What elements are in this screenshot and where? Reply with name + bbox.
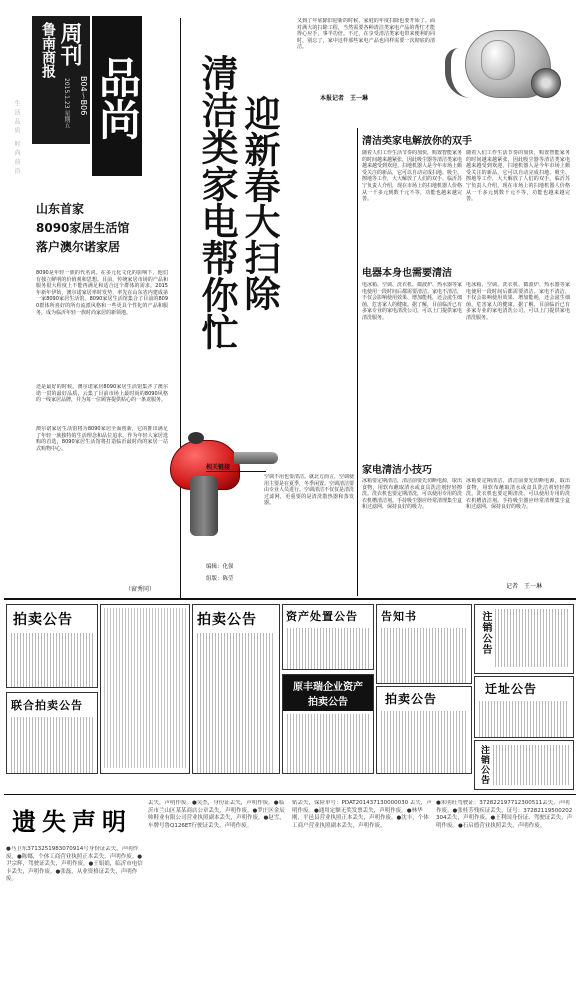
notice-text — [381, 628, 467, 684]
store-story-1: 8090是年轻一族的代名词。在多元化文化的影响下，他们有独立鲜明的价值观和思想。目前，传统家居市场的产品和服务很大程度上不能再满足和适合这个群体的需求。2015年新年伊始，澳尔诺家居率时发势，率先在山东省内建成第一家8090家居生活馆。8090家居生活馆集合了目前的8090群体所喜好的所有流派风格和一些更具个性化的产品和服务，成为临沂年轻一族时尚家居的新领地。 — [36, 270, 168, 316]
cancel-1-title: 注销公告 — [480, 611, 491, 655]
ad-block-a-text — [104, 608, 186, 768]
lost-notice-title: 遗失声明 — [12, 808, 132, 836]
steamer-cap — [188, 432, 204, 444]
lost-column-1: ●马卫东3713251983070914号身份证丢失，声明作废。●陈娜，个体工商营业执照正本丢失，声明作废。●尹宗辉，驾驶证丢失，声明作废。●王娟娟，临沂市电信卡丢失，声明作废。●张磊，从业资格证丢失，声明作废。 — [6, 846, 143, 883]
related-links-body: 空调不用也要清洁。就北方而言，空调使用主要是在夏季，冬季闲置。空调清洁要由专业人员进行。空调清洁不仅仅是清洗过滤网，更重要的是清洗散热器和蒸发器。 — [264, 474, 354, 507]
cancel-2-text — [493, 745, 569, 785]
auction-2-title: 拍卖公告 — [197, 612, 257, 628]
auction-3-title: 拍卖公告 — [385, 692, 438, 706]
section-1-body-a: 随着人们工作生活节奏的加快，购置智能家务的时间越来越紧张，因此吸尘器等清洁类家电越来越受到欢迎。扫地机器人是今年市场上颇受关注的新品，它可以自动完成扫地、吸尘、擦地等工作，大大解放了人们的双手。临沂苏宁负责人介绍，现在市场上的扫地机器人价格从一千多元到数千元不等，功能也越来越完善。 — [362, 150, 462, 203]
notice-title: 告知书 — [381, 610, 417, 623]
section-3-body-b: 冰箱要定期清洁，清洁前要先切断电源，取出食物，用软布蘸取清水或食具洗洁剂轻轻擦洗。洗衣机也要定期清洗，可以使用专用的洗衣机槽清洁剂。手持吸尘器应经常清理集尘盒和过滤网，保持良好的吸力。 — [466, 478, 570, 511]
ads-top-border — [4, 598, 576, 600]
relocation-ad — [474, 676, 574, 738]
asset-disposal-text — [287, 628, 369, 670]
related-links-box — [206, 462, 356, 590]
section-3-byline: 记者 王一琳 — [506, 583, 543, 590]
page-range: B04～B06 — [79, 76, 88, 116]
cancel-2-title: 注销公告 — [479, 745, 489, 785]
vacuum-cleaner-image — [445, 18, 570, 118]
vacuum-wheel — [531, 68, 561, 98]
vacuum-canister — [481, 40, 515, 80]
designer-credit: 组版：陈莹 — [206, 576, 234, 582]
store-subhead — [36, 200, 166, 257]
original-asset-title-2: 拍卖公告 — [308, 697, 348, 708]
auction-3-text — [381, 711, 467, 773]
original-asset-header — [283, 675, 373, 711]
subhead-line-3: 落户澳尔诺家居 — [36, 240, 121, 254]
joint-auction-title: 联合拍卖公告 — [11, 699, 83, 712]
vacuum-hose — [445, 48, 471, 98]
lead-byline: 本报记者 王一琳 — [320, 95, 369, 102]
lost-column-3: 贴丢失，保险单号：PDAT201437130000030 丢失，声明作废。●通用定额无奖发票丢失，声明作废。●林华刚，平邑县营业执照正本丢失，声明作废。●沈丰，个体工商户营业执照副本丢失，声明作废。 — [292, 800, 432, 829]
weekly-label: 周刊 — [57, 22, 82, 66]
lost-column-4: ●朱明旺驾驶证：372822197712300511丢失，声明作废。●张桂芳残疾证丢失，证号：37282119500202304丢失，声明作废。●王利国身份证、驾驶证丢失，声明作废。●石启德营业执照丢失，声明作废。 — [436, 800, 573, 829]
lost-column-2: 丢失，声明作废。●吴杰，身份证丢失，声明作废。●临沂市兰山区某某商店公章丢失，声明作废。●罗庄区金辰帅鞋业有限公司营业执照副本丢失，声明作废。●赵雪，车牌号鲁Q126ET行驶证丢失，声明作废。 — [148, 800, 285, 829]
store-story-2: 还是最好的时候。澳尔诺家居8090家居生活馆集齐了澳尔诺一贯的最好品质，云集了目前市场上最时尚的8090风格的一线家居品牌，并为每一位顾客提供贴心的一条龙服务。 — [36, 384, 168, 404]
section-2-body-a: 电冰箱、空调、洗衣机、微波炉、热水器等家电使用一段时间后都需要清洁。家电不清洁，不仅会影响使用效果、增加能耗，还会滋生细菌，危害家人的健康。据了解，目前临沂已有多家专业的家电清洗公司，可以上门提供家电清洗服务。 — [362, 282, 462, 321]
lead-intro: 又到了年底除旧迎新的时候，家庭的年度扫除也要开始了。面对满大的扫除工程，当然需要各种清洁类家电产品的帮忙才能得心应手，事半功倍。不过，在享受清洁类家电带来便利的同时，别忘了，家中这样那些家电产品也同样需要一次彻底的清洁。 — [297, 18, 435, 51]
auction-1-title: 拍卖公告 — [13, 612, 73, 628]
auction-ad-1 — [6, 604, 98, 688]
asset-disposal-title: 资产处置公告 — [286, 610, 358, 623]
section-title: 品尚 — [93, 56, 142, 140]
section-2-body-b: 电冰箱、空调、洗衣机、微波炉、热水器等家电使用一段时间后都需要清洁。家电不清洁，不仅会影响使用效果、增加能耗，还会滋生细菌，危害家人的健康。据了解，目前临沂已有多家专业的家电清洗公司，可以上门提供家电清洗服务。 — [466, 282, 570, 321]
relocation-title: 迁址公告 — [485, 682, 538, 696]
masthead — [32, 16, 142, 176]
section-1-title: 清洁类家电解放你的双手 — [362, 136, 472, 147]
headline-1: 迎新春大扫除 — [239, 95, 281, 311]
auction-ad-2 — [192, 604, 280, 774]
related-links-tag: 相关链接 — [206, 462, 266, 472]
subhead-line-2: 8090家居生活馆 — [36, 221, 130, 235]
original-asset-title: 原丰瑞企业资产 — [293, 682, 363, 693]
lost-notice-title-box — [6, 798, 144, 842]
paper-name: 鲁南商报 — [40, 22, 56, 78]
cancel-ad-2 — [474, 740, 574, 790]
asset-disposal-ad — [282, 604, 374, 670]
masthead-side-note: 生活品质 时尚前沿 — [13, 100, 20, 177]
store-story-credit: （窗秀同） — [125, 586, 156, 593]
section-3-body-a: 冰箱要定期清洁，清洁前要先切断电源，取出食物，用软布蘸取清水或食具洗洁剂轻轻擦洗。洗衣机也要定期清洗，可以使用专用的洗衣机槽清洁剂。手持吸尘器应经常清理集尘盒和过滤网，保持良好的吸力。 — [362, 478, 462, 511]
cancel-ad-1 — [474, 604, 574, 674]
store-story-3: 澳尔诺家居生活馆将为8090家居全面创新，它的推出满足了年轻一族独特的生活理念和品位追求。作为年轻人家居选购的首选，8090家居生活馆将打造临沂最时尚的家居一站式购物中心。 — [36, 426, 168, 452]
auction-2-text — [197, 633, 275, 773]
editor-credit: 编辑：化强 — [206, 564, 234, 570]
cancel-1-text — [495, 609, 569, 667]
original-asset-text — [287, 714, 369, 774]
notice-ad — [376, 604, 472, 684]
relocation-text — [479, 701, 569, 738]
section-3-title: 家电清洁小技巧 — [362, 465, 432, 476]
auction-1-text — [11, 633, 93, 688]
subhead-line-1: 山东首家 — [36, 202, 85, 216]
lost-section-border — [4, 794, 576, 795]
ad-block-a — [100, 604, 190, 774]
section-1-body-b: 随着人们工作生活节奏的加快，购置智能家务的时间越来越紧张，因此吸尘器等清洁类家电越来越受到欢迎。扫地机器人是今年市场上颇受关注的新品，它可以自动完成扫地、吸尘、擦地等工作，大大解放了人们的双手。临沂苏宁负责人介绍，现在市场上的扫地机器人价格从一千多元到数千元不等，功能也越来越完善。 — [466, 150, 570, 203]
headline-2: 清洁类家电帮你忙 — [195, 54, 239, 350]
auction-ad-3 — [376, 686, 472, 774]
joint-auction-text — [11, 717, 93, 774]
joint-auction-ad — [6, 692, 98, 774]
section-2-title: 电器本身也需要清洁 — [362, 268, 452, 279]
original-asset-ad — [282, 674, 374, 774]
divider-center — [357, 128, 358, 596]
issue-date: 2015.1.23 星期五 — [63, 78, 70, 129]
